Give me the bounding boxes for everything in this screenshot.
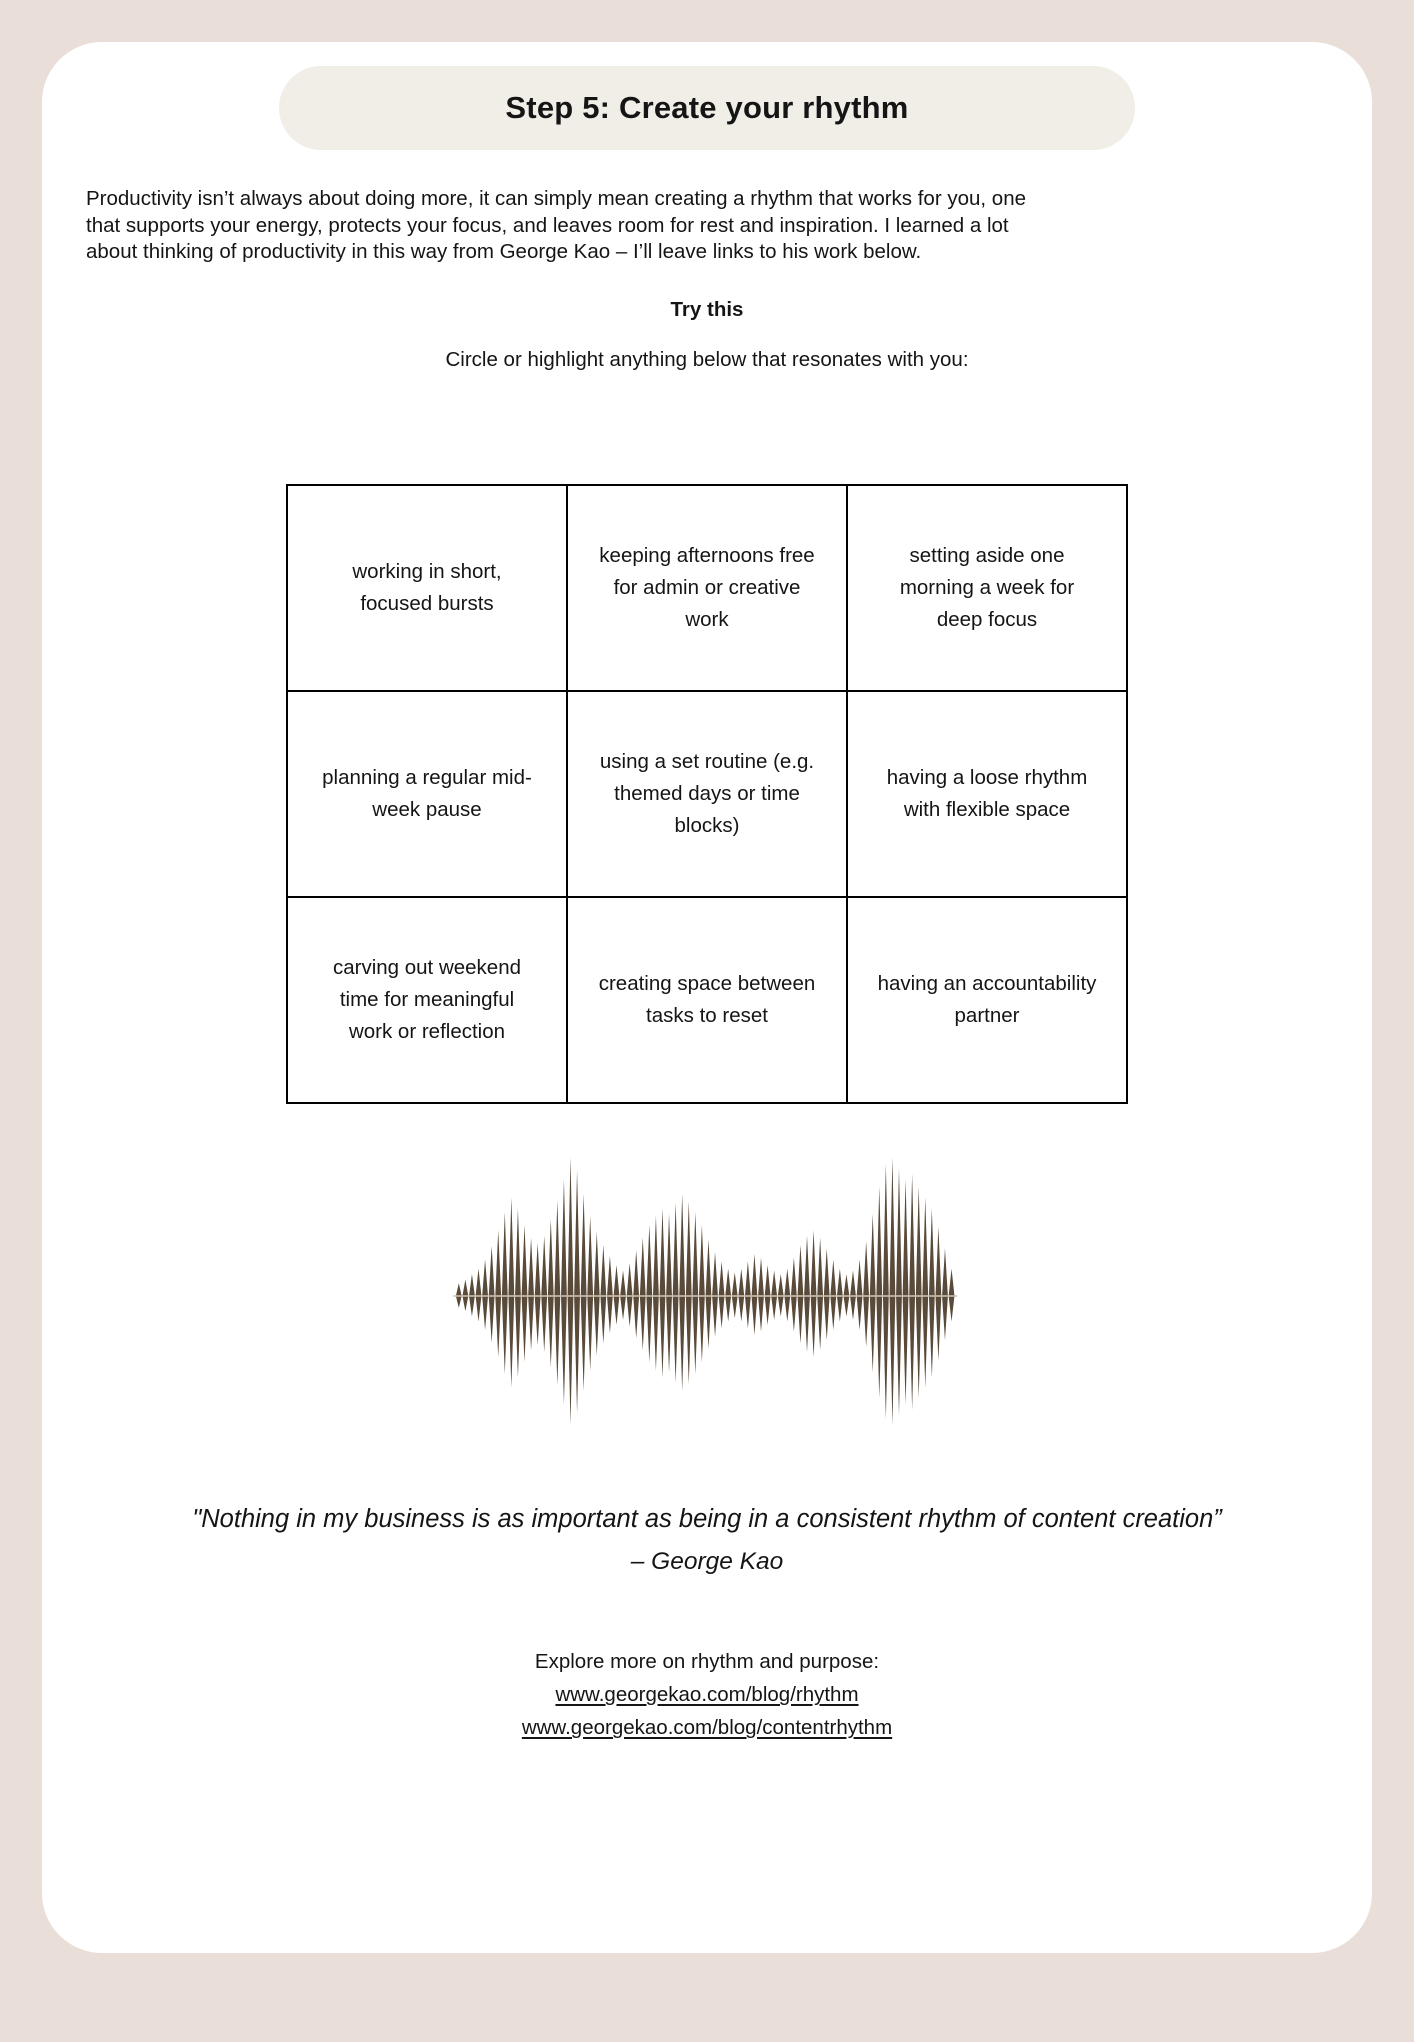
table-row xyxy=(287,897,1127,1103)
table-row xyxy=(287,485,1127,691)
explore-heading: Explore more on rhythm and purpose: xyxy=(534,1650,880,1674)
try-this-heading: Try this xyxy=(670,297,744,321)
link-line xyxy=(42,1716,1372,1740)
waveform-icon xyxy=(427,1150,987,1442)
instruction-text: Circle or highlight anything below that resonates with you: xyxy=(445,347,969,371)
rhythm-blog-link[interactable]: www.georgekao.com/blog/rhythm xyxy=(555,1683,859,1707)
table-cell: working in short, focused bursts xyxy=(287,485,567,691)
table-row xyxy=(287,691,1127,897)
contentrhythm-blog-link[interactable]: www.georgekao.com/blog/contentrhythm xyxy=(521,1716,893,1740)
audio-waveform-graphic xyxy=(427,1150,987,1442)
rhythm-options-table xyxy=(286,484,1128,1104)
table-cell: having a loose rhythm with flexible space xyxy=(847,691,1127,897)
table-cell: setting aside one morning a week for deep focus xyxy=(847,485,1127,691)
intro-paragraph: Productivity isn’t always about doing more, it can simply mean creating a rhythm that works for you, one that supports your energy, protects your focus, and leaves room for rest and inspiration. I learned a lot about thinking of productivity in this way from George Kao – I’ll leave links to his work below. xyxy=(86,187,1027,264)
page-title: Step 5: Create your rhythm xyxy=(505,90,909,125)
table-cell: planning a regular mid-week pause xyxy=(287,691,567,897)
table-cell: using a set routine (e.g. themed days or time blocks) xyxy=(567,691,847,897)
quote-attribution: – George Kao xyxy=(630,1548,784,1576)
table-cell: carving out weekend time for meaningful work or reflection xyxy=(287,897,567,1103)
title-pill xyxy=(279,66,1135,150)
table-cell: keeping afternoons free for admin or creative work xyxy=(567,485,847,691)
worksheet-page xyxy=(42,42,1372,1953)
quote-text: "Nothing in my business is as important as being in a consistent rhythm of content creation” xyxy=(192,1504,1222,1533)
table-cell: creating space between tasks to reset xyxy=(567,897,847,1103)
table-cell: having an accountability partner xyxy=(847,897,1127,1103)
link-line xyxy=(42,1683,1372,1707)
